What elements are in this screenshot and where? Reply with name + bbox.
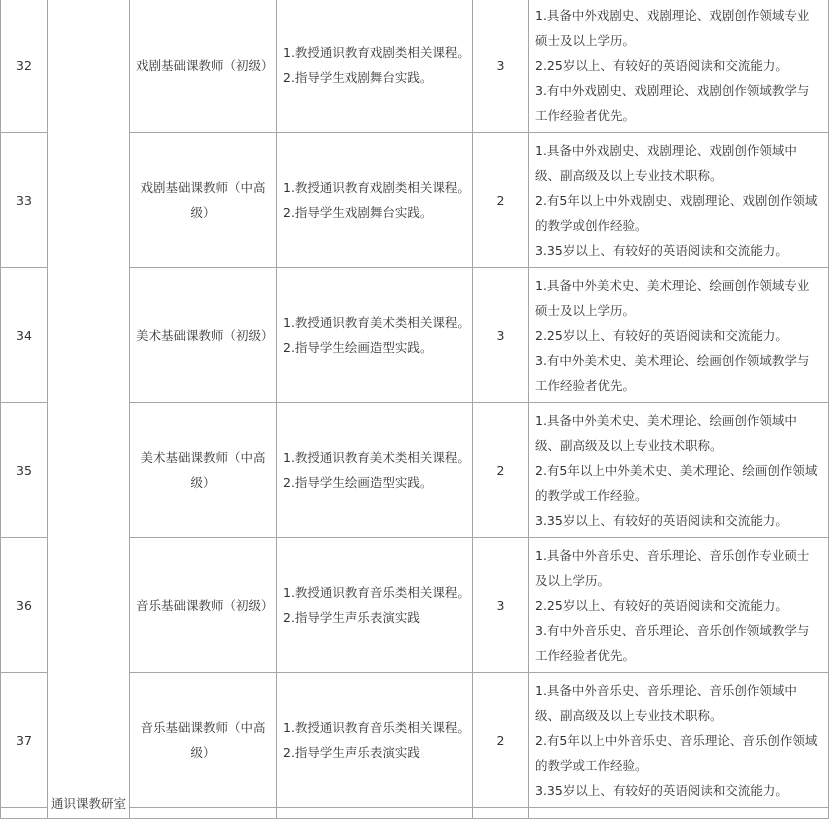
text-line: 3.有中外美术史、美术理论、绘画创作领域教学与 [535,352,810,368]
department-cell [48,0,130,819]
text-line: 1.教授通识教育美术类相关课程。 [283,315,470,330]
text-line: 2.25岁以上、有较好的英语阅读和交流能力。 [535,327,788,343]
row-number: 36 [1,538,48,673]
text-line: 1.教授通识教育音乐类相关课程。 [283,585,470,600]
text-line: 3.有中外戏剧史、戏剧理论、戏剧创作领域教学与 [535,82,810,98]
job-title: 音乐基础课教师（初级） [130,538,277,673]
job-title: 美术基础课教师（初级） [130,268,277,403]
text-line: 3.35岁以上、有较好的英语阅读和交流能力。 [535,512,788,528]
text-line: 1.具备中外戏剧史、戏剧理论、戏剧创作领域中 [535,142,797,158]
text-line: 1.教授通识教育音乐类相关课程。 [283,720,470,735]
text-line: 硕士及以上学历。 [535,302,636,318]
row-number: 32 [1,0,48,133]
text-line: 的教学或工作经验。 [535,487,648,503]
empty-cell [277,808,473,819]
text-line: 2.25岁以上、有较好的英语阅读和交流能力。 [535,57,788,73]
text-line: 2.指导学生戏剧舞台实践。 [283,205,433,220]
headcount: 3 [473,538,529,673]
text-line: 2.指导学生戏剧舞台实践。 [283,70,433,85]
job-title: 戏剧基础课教师（初级） [130,0,277,133]
job-requirements [529,133,829,268]
text-line: 2.有5年以上中外美术史、美术理论、绘画创作领域 [535,462,818,478]
text-line: 1.具备中外音乐史、音乐理论、音乐创作领域中 [535,682,797,698]
job-title: 美术基础课教师（中高级） [130,403,277,538]
text-line: 硕士及以上学历。 [535,32,636,48]
department-label: 通识课教研室 [50,796,126,811]
text-line: 的教学或工作经验。 [535,757,648,773]
row-number: 37 [1,673,48,808]
job-duties [277,538,473,673]
text-line: 级、副高级及以上专业技术职称。 [535,707,723,723]
table-row [1,0,829,133]
job-duties [277,403,473,538]
text-line: 1.教授通识教育戏剧类相关课程。 [283,180,470,195]
text-line: 级、副高级及以上专业技术职称。 [535,437,723,453]
text-line: 2.有5年以上中外戏剧史、戏剧理论、戏剧创作领域 [535,192,818,208]
text-line: 2.指导学生绘画造型实践。 [283,340,433,355]
job-duties [277,133,473,268]
text-line: 3.35岁以上、有较好的英语阅读和交流能力。 [535,782,788,798]
job-requirements [529,268,829,403]
empty-cell [473,808,529,819]
text-line: 1.具备中外戏剧史、戏剧理论、戏剧创作领域专业 [535,7,810,23]
text-line: 2.有5年以上中外音乐史、音乐理论、音乐创作领域 [535,732,818,748]
job-requirements [529,403,829,538]
text-line: 工作经验者优先。 [535,107,636,123]
job-requirements [529,673,829,808]
text-line: 2.25岁以上、有较好的英语阅读和交流能力。 [535,597,788,613]
headcount: 2 [473,403,529,538]
headcount: 3 [473,0,529,133]
headcount: 3 [473,268,529,403]
row-number: 33 [1,133,48,268]
text-line: 1.具备中外音乐史、音乐理论、音乐创作专业硕士 [535,547,810,563]
text-line: 1.具备中外美术史、美术理论、绘画创作领域专业 [535,277,810,293]
job-title: 音乐基础课教师（中高级） [130,673,277,808]
job-duties [277,0,473,133]
text-line: 2.指导学生声乐表演实践 [283,610,420,625]
empty-cell [529,808,829,819]
job-requirements [529,538,829,673]
headcount: 2 [473,673,529,808]
job-duties [277,268,473,403]
text-line: 1.教授通识教育戏剧类相关课程。 [283,45,470,60]
text-line: 1.具备中外美术史、美术理论、绘画创作领域中 [535,412,797,428]
text-line: 工作经验者优先。 [535,377,636,393]
text-line: 工作经验者优先。 [535,647,636,663]
empty-cell [1,808,48,819]
job-title: 戏剧基础课教师（中高级） [130,133,277,268]
job-requirements [529,0,829,133]
row-number: 35 [1,403,48,538]
empty-cell [130,808,277,819]
text-line: 级、副高级及以上专业技术职称。 [535,167,723,183]
headcount: 2 [473,133,529,268]
text-line: 3.有中外音乐史、音乐理论、音乐创作领域教学与 [535,622,810,638]
job-duties [277,673,473,808]
text-line: 及以上学历。 [535,572,611,588]
text-line: 1.教授通识教育美术类相关课程。 [283,450,470,465]
text-line: 2.指导学生绘画造型实践。 [283,475,433,490]
text-line: 3.35岁以上、有较好的英语阅读和交流能力。 [535,242,788,258]
text-line: 2.指导学生声乐表演实践 [283,745,420,760]
row-number: 34 [1,268,48,403]
text-line: 的教学或创作经验。 [535,217,648,233]
